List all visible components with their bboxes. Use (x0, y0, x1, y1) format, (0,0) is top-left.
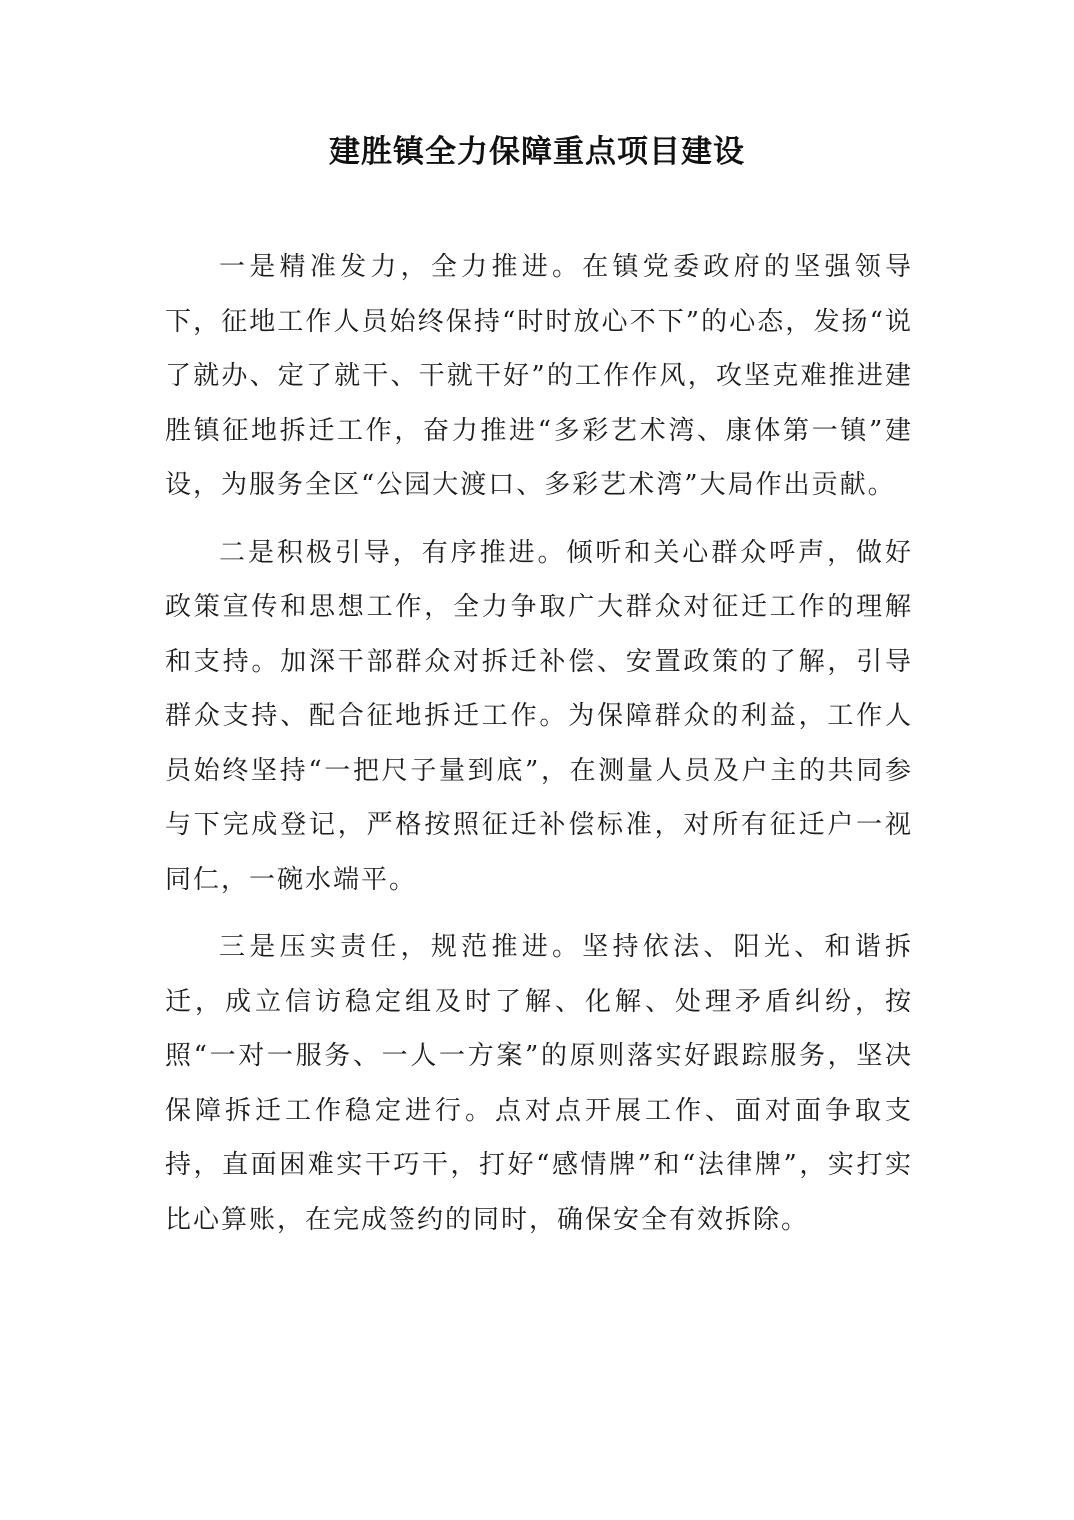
document-title: 建胜镇全力保障重点项目建设 (329, 134, 745, 170)
paragraph-3: 三是压实责任，规范推进。坚持依法、阳光、和谐拆迁，成立信访稳定组及时了解、化解、处理矛盾纠纷，按照“一对一服务、一人一方案”的原则落实好跟踪服务，坚决保障拆迁工作稳定进行。点对点开展工作、面对面争取支持，直面困难实干巧干，打好“感情牌”和“法律牌”，实打实比心算账，在完成签约的同时，确保安全有效拆除。 (165, 932, 913, 1235)
paragraph-1: 一是精准发力，全力推进。在镇党委政府的坚强领导下，征地工作人员始终保持“时时放心不下”的心态，发扬“说了就办、定了就干、干就干好”的工作作风，攻坚克难推进建胜镇征地拆迁工作，奋力推进“多彩艺术湾、康体第一镇”建设，为服务全区“公园大渡口、多彩艺术湾”大局作出贡献。 (165, 252, 913, 500)
document-body (165, 240, 913, 1260)
paragraph-2: 二是积极引导，有序推进。倾听和关心群众呼声，做好政策宣传和思想工作，全力争取广大群众对征迁工作的理解和支持。加深干部群众对拆迁补偿、安置政策的了解，引导群众支持、配合征地拆迁工作。为保障群众的利益，工作人员始终坚持“一把尺子量到底”，在测量人员及户主的共同参与下完成登记，严格按照征迁补偿标准，对所有征迁户一视同仁，一碗水端平。 (165, 537, 913, 895)
